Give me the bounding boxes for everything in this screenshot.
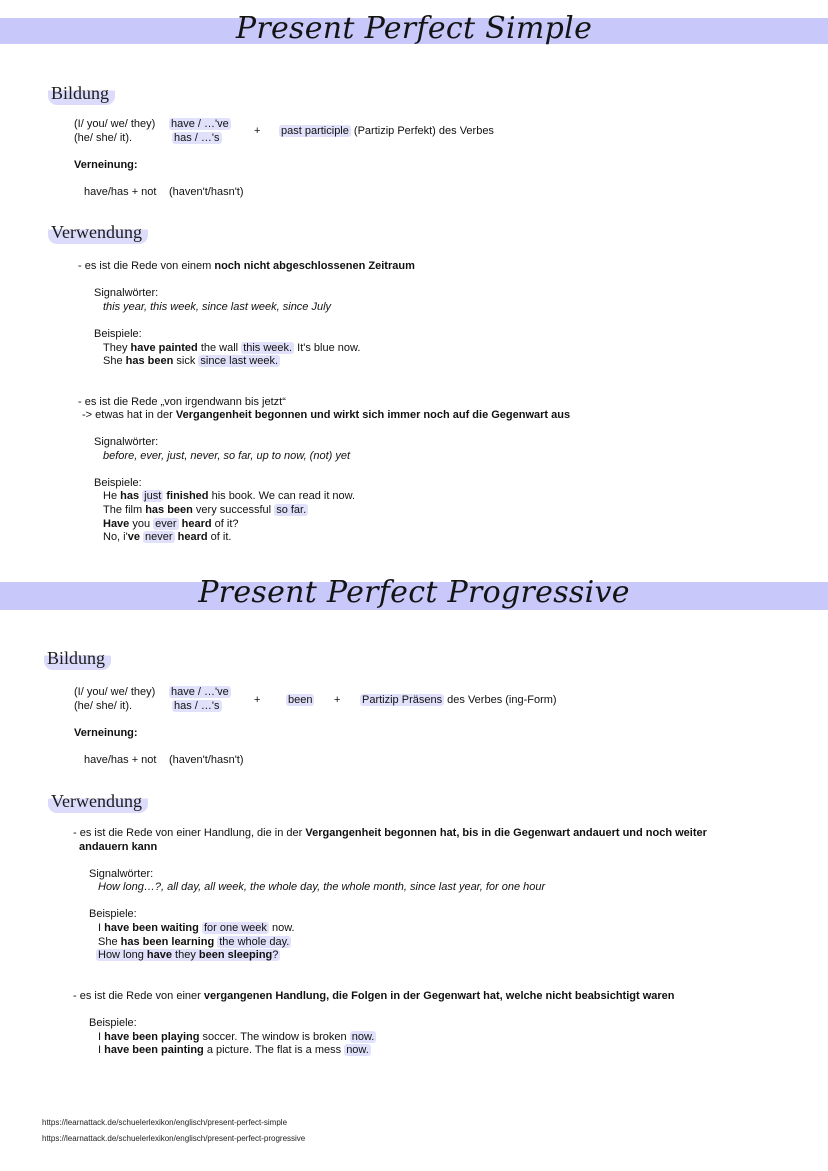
signal-words: this year, this week, since last week, since July bbox=[103, 301, 332, 313]
negation-label: Verneinung: bbox=[74, 159, 138, 171]
signal-words: How long…?, all day, all week, the whole day, the whole month, since last year, for one hour bbox=[98, 881, 546, 893]
signal-words: before, ever, just, never, so far, up to now, (not) yet bbox=[103, 450, 351, 462]
example-sentence: She has been learning the whole day. bbox=[98, 936, 290, 948]
heading-bildung-progressive: Bildung bbox=[44, 647, 111, 670]
pronouns-singular: (he/ she/ it). bbox=[74, 700, 133, 712]
plus-sign: + bbox=[254, 694, 261, 706]
example-sentence: No, i've never heard of it. bbox=[103, 531, 232, 543]
pronouns-plural: (I/ you/ we/ they) bbox=[74, 686, 156, 698]
formula-participle: past participle (Partizip Perfekt) des Verbes bbox=[281, 125, 494, 137]
page-title-progressive: Present Perfect Progressive bbox=[198, 575, 630, 610]
use1-intro: - es ist die Rede von einer Handlung, die in der Vergangenheit begonnen hat, bis in die Gegenwart andauert und noch weiter bbox=[73, 827, 707, 839]
pronouns-singular: (he/ she/ it). bbox=[74, 132, 133, 144]
plus-sign: + bbox=[334, 694, 341, 706]
signal-label: Signalwörter: bbox=[94, 436, 159, 448]
aux-have: have / …'ve bbox=[171, 118, 229, 130]
use2-explanation: -> etwas hat in der Vergangenheit begonnen und wirkt sich immer noch auf die Gegenwart aus bbox=[82, 409, 571, 421]
use1-intro-continued: andauern kann bbox=[79, 841, 158, 853]
aux-has: has / …'s bbox=[174, 132, 220, 144]
example-sentence: I have been playing soccer. The window is broken now. bbox=[98, 1031, 375, 1043]
signal-label: Signalwörter: bbox=[89, 868, 154, 880]
example-sentence: She has been sick since last week. bbox=[103, 355, 279, 367]
use2-intro: - es ist die Rede von einer vergangenen Handlung, die Folgen in der Gegenwart hat, welche nicht beabsichtigt waren bbox=[73, 990, 675, 1002]
present-participle: Partizip Präsens bbox=[362, 694, 443, 706]
examples-label: Beispiele: bbox=[94, 477, 142, 489]
use1-intro: - es ist die Rede von einem noch nicht abgeschlossenen Zeitraum bbox=[78, 260, 415, 272]
aux-has: has / …'s bbox=[174, 700, 220, 712]
negation-short: (haven't/hasn't) bbox=[169, 186, 244, 198]
example-sentence: They have painted the wall this week. It's blue now. bbox=[103, 342, 361, 354]
negation-short: (haven't/hasn't) bbox=[169, 754, 244, 766]
use2-intro: - es ist die Rede „von irgendwann bis jetzt“ bbox=[78, 396, 286, 408]
heading-bildung-simple: Bildung bbox=[48, 82, 115, 105]
negation-label: Verneinung: bbox=[74, 727, 138, 739]
aux-have: have / …'ve bbox=[171, 686, 229, 698]
pronouns-plural: (I/ you/ we/ they) bbox=[74, 118, 156, 130]
signal-label: Signalwörter: bbox=[94, 287, 159, 299]
example-sentence: Have you ever heard of it? bbox=[103, 518, 239, 530]
example-sentence: I have been painting a picture. The flat is a mess now. bbox=[98, 1044, 369, 1056]
past-participle: past participle bbox=[281, 125, 349, 137]
negation-form: have/has + not bbox=[84, 186, 157, 198]
source-link[interactable]: https://learnattack.de/schuelerlexikon/englisch/present-perfect-simple bbox=[42, 1118, 288, 1127]
example-sentence: The film has been very successful so far. bbox=[103, 504, 307, 516]
examples-label: Beispiele: bbox=[89, 1017, 137, 1029]
examples-label: Beispiele: bbox=[94, 328, 142, 340]
been-word: been bbox=[288, 694, 313, 706]
page-title-simple: Present Perfect Simple bbox=[235, 11, 593, 46]
formula-participle: Partizip Präsens des Verbes (ing-Form) bbox=[362, 694, 557, 706]
example-sentence: He has just finished his book. We can read it now. bbox=[103, 490, 356, 502]
example-sentence: How long have they been sleeping? bbox=[98, 949, 279, 961]
example-sentence: I have been waiting for one week now. bbox=[98, 922, 295, 934]
source-link[interactable]: https://learnattack.de/schuelerlexikon/englisch/present-perfect-progressive bbox=[42, 1134, 306, 1143]
plus-sign: + bbox=[254, 125, 261, 137]
heading-verwendung-progressive: Verwendung bbox=[48, 790, 148, 813]
negation-form: have/has + not bbox=[84, 754, 157, 766]
heading-verwendung-simple: Verwendung bbox=[48, 221, 148, 244]
examples-label: Beispiele: bbox=[89, 908, 137, 920]
